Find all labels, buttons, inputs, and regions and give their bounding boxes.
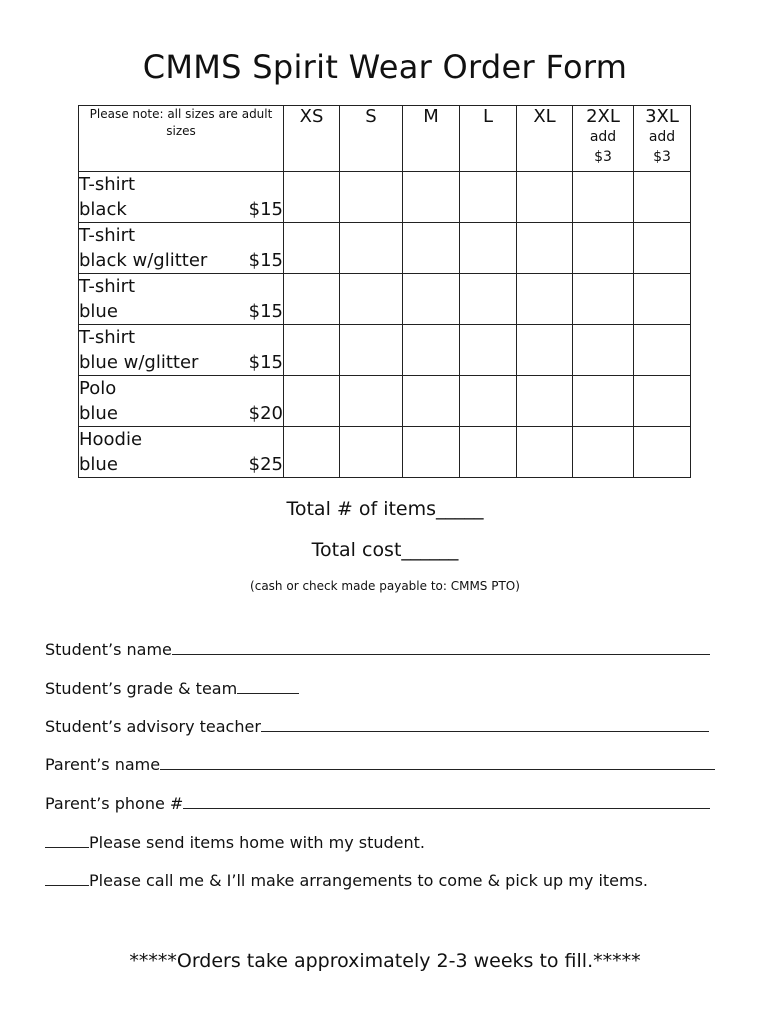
send-home-option[interactable] (45, 833, 425, 852)
qty-cell[interactable] (284, 223, 340, 274)
item-label: T-shirt blue w/glitter $15 (79, 325, 284, 376)
qty-cell[interactable] (573, 172, 634, 223)
qty-cell[interactable] (517, 376, 573, 427)
qty-cell[interactable] (460, 376, 517, 427)
parent-name-blank[interactable] (160, 755, 715, 770)
size-note: Please note: all sizes are adult sizes (79, 106, 284, 172)
qty-cell[interactable] (340, 274, 403, 325)
qty-cell[interactable] (340, 172, 403, 223)
qty-cell[interactable] (634, 172, 691, 223)
qty-cell[interactable] (284, 172, 340, 223)
call-me-blank[interactable] (45, 871, 89, 886)
parent-name-field[interactable] (45, 755, 715, 774)
qty-cell[interactable] (403, 325, 460, 376)
qty-cell[interactable] (517, 427, 573, 478)
qty-cell[interactable] (284, 376, 340, 427)
upcharge-amount: $3 (653, 149, 671, 165)
qty-cell[interactable] (340, 325, 403, 376)
form-title: CMMS Spirit Wear Order Form (142, 48, 628, 86)
student-grade-label: Student’s grade & team (45, 679, 238, 698)
qty-cell[interactable] (634, 223, 691, 274)
send-home-label: Please send items home with my student. (89, 833, 426, 852)
upcharge-text: add (589, 129, 617, 145)
student-name-field[interactable] (45, 640, 710, 659)
order-table (78, 105, 691, 478)
qty-cell[interactable] (573, 223, 634, 274)
size-header-s: S (340, 106, 403, 172)
item-label: Hoodie blue $25 (79, 427, 284, 478)
qty-cell[interactable] (573, 274, 634, 325)
item-row (79, 376, 691, 427)
qty-cell[interactable] (460, 427, 517, 478)
qty-cell[interactable] (460, 172, 517, 223)
size-header-l: L (460, 106, 517, 172)
qty-cell[interactable] (517, 274, 573, 325)
advisory-teacher-blank[interactable] (261, 717, 709, 732)
item-label: T-shirt black $15 (79, 172, 284, 223)
qty-cell[interactable] (340, 376, 403, 427)
item-row (79, 223, 691, 274)
qty-cell[interactable] (634, 325, 691, 376)
size-header-2xl: 2XL add $3 (573, 106, 634, 172)
size-header-m: M (403, 106, 460, 172)
parent-phone-blank[interactable] (183, 794, 710, 809)
item-row (79, 325, 691, 376)
qty-cell[interactable] (403, 223, 460, 274)
call-me-label: Please call me & I’ll make arrangements to come & pick up my items. (89, 871, 649, 890)
qty-cell[interactable] (284, 274, 340, 325)
qty-cell[interactable] (517, 325, 573, 376)
parent-name-label: Parent’s name (45, 755, 161, 774)
item-row (79, 274, 691, 325)
size-header-xl: XL (517, 106, 573, 172)
parent-phone-field[interactable] (45, 794, 710, 813)
qty-cell[interactable] (403, 172, 460, 223)
upcharge-text: add (648, 129, 676, 145)
qty-cell[interactable] (460, 325, 517, 376)
qty-cell[interactable] (573, 376, 634, 427)
advisory-teacher-label: Student’s advisory teacher (45, 717, 261, 736)
qty-cell[interactable] (340, 223, 403, 274)
advisory-teacher-field[interactable] (45, 717, 709, 736)
qty-cell[interactable] (403, 427, 460, 478)
qty-cell[interactable] (403, 274, 460, 325)
qty-cell[interactable] (460, 223, 517, 274)
student-name-label: Student’s name (45, 640, 172, 659)
qty-cell[interactable] (573, 325, 634, 376)
qty-cell[interactable] (517, 223, 573, 274)
parent-phone-label: Parent’s phone # (45, 794, 184, 813)
qty-cell[interactable] (403, 376, 460, 427)
qty-cell[interactable] (340, 427, 403, 478)
total-cost-field[interactable]: Total cost______ (311, 539, 459, 561)
student-grade-field[interactable] (45, 679, 299, 698)
qty-cell[interactable] (460, 274, 517, 325)
qty-cell[interactable] (634, 427, 691, 478)
item-row (79, 172, 691, 223)
item-label: T-shirt black w/glitter $15 (79, 223, 284, 274)
qty-cell[interactable] (634, 376, 691, 427)
size-header-3xl: 3XL add $3 (634, 106, 691, 172)
qty-cell[interactable] (573, 427, 634, 478)
qty-cell[interactable] (517, 172, 573, 223)
size-header-row (79, 106, 691, 172)
payment-note: (cash or check made payable to: CMMS PTO) (250, 579, 520, 593)
student-grade-blank[interactable] (237, 679, 299, 694)
item-row (79, 427, 691, 478)
size-header-xs: XS (284, 106, 340, 172)
qty-cell[interactable] (284, 325, 340, 376)
upcharge-amount: $3 (594, 149, 612, 165)
qty-cell[interactable] (284, 427, 340, 478)
total-items-field[interactable]: Total # of items_____ (286, 498, 484, 520)
item-label: Polo blue $20 (79, 376, 284, 427)
item-label: T-shirt blue $15 (79, 274, 284, 325)
qty-cell[interactable] (634, 274, 691, 325)
student-name-blank[interactable] (172, 640, 710, 655)
call-me-option[interactable] (45, 871, 648, 890)
fulfillment-note: *****Orders take approximately 2-3 weeks to fill.***** (129, 950, 641, 972)
send-home-blank[interactable] (45, 833, 89, 848)
